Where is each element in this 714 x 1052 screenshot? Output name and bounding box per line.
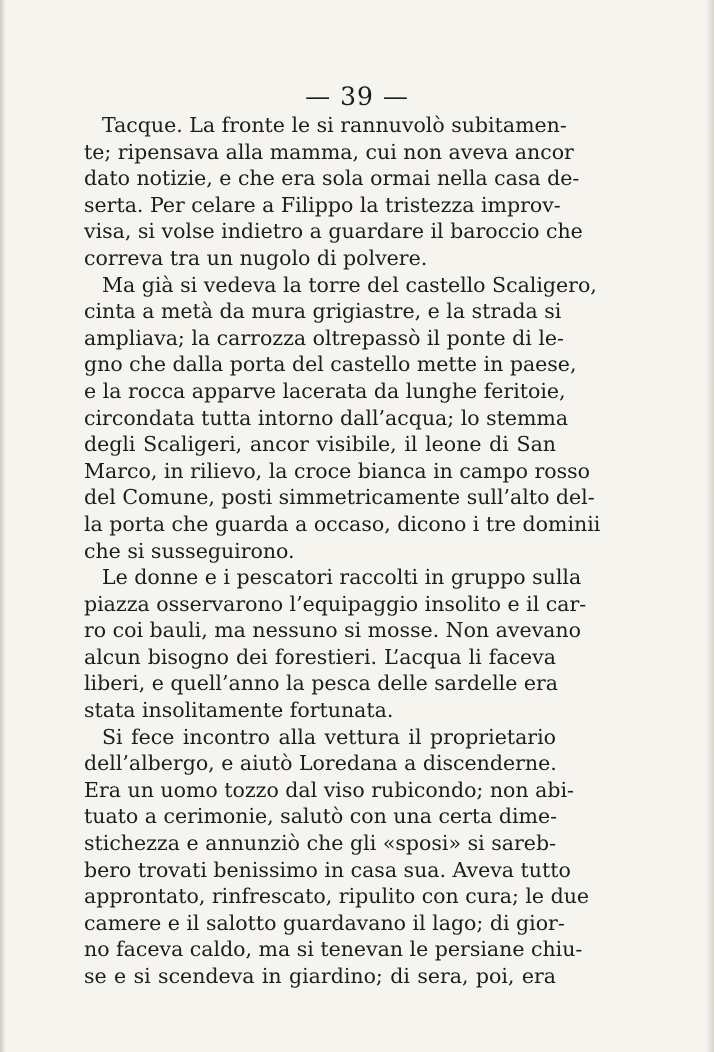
text-line: Ma già si vedeva la torre del castello Scaligero, bbox=[102, 272, 597, 297]
text-line: Le donne e i pescatori raccolti in gruppo sulla bbox=[102, 565, 582, 590]
text-line: approntato, rinfrescato, ripulito con cura; le due bbox=[84, 884, 590, 909]
body-text bbox=[84, 112, 601, 990]
text-line: bero trovati benissimo in casa sua. Aveva tutto bbox=[84, 857, 571, 882]
text-line: e la rocca apparve lacerata da lunghe feritoie, bbox=[84, 378, 566, 403]
text-line: alcun bisogno dei forestieri. L’acqua li faceva bbox=[84, 644, 556, 669]
text-line: serta. Per celare a Filippo la tristezza improv- bbox=[84, 192, 561, 217]
text-line: Era un uomo tozzo dal viso rubicondo; non abi- bbox=[84, 777, 574, 802]
text-line: ampliava; la carrozza oltrepassò il ponte di le- bbox=[84, 325, 564, 350]
text-line: gno che dalla porta del castello mette in paese, bbox=[84, 352, 577, 377]
text-line: liberi, e quell’anno la pesca delle sardelle era bbox=[84, 671, 558, 696]
text-line: cinta a metà da mura grigiastre, e la strada si bbox=[84, 299, 562, 324]
text-line: stichezza e annunziò che gli «sposi» si sareb- bbox=[84, 831, 556, 856]
text-line: camere e il salotto guardavano il lago; di gior- bbox=[84, 910, 565, 935]
text-line: degli Scaligeri, ancor visibile, il leone di San bbox=[84, 432, 556, 457]
text-line: no faceva caldo, ma si tenevan le persiane chiu- bbox=[84, 937, 583, 962]
text-line: del Comune, posti simmetricamente sull’alto del- bbox=[84, 485, 595, 510]
text-line: visa, si volse indietro a guardare il baroccio che bbox=[84, 219, 583, 244]
text-line: se e si scendeva in giardino; di sera, poi, era bbox=[84, 964, 556, 988]
text-line: correva tra un nugolo di polvere. bbox=[84, 245, 428, 270]
text-line: circondata tutta intorno dall’acqua; lo stemma bbox=[84, 405, 569, 430]
text-line: Si fece incontro alla vettura il proprietario bbox=[102, 724, 556, 749]
text-line: stata insolitamente fortunata. bbox=[84, 698, 394, 723]
text-line: piazza osservarono l’equipaggio insolito e il car- bbox=[84, 591, 587, 616]
text-line: Marco, in rilievo, la croce bianca in campo rosso bbox=[84, 458, 590, 483]
text-line: te; ripensava alla mamma, cui non aveva ancor bbox=[84, 139, 574, 164]
page-number: — 39 — bbox=[305, 82, 409, 111]
text-line: la porta che guarda a occaso, dicono i tre dominii bbox=[84, 511, 601, 536]
text-line: tuato a cerimonie, salutò con una certa dime- bbox=[84, 804, 558, 829]
text-line: ro coi bauli, ma nessuno si mosse. Non avevano bbox=[84, 618, 581, 643]
text-line: dell’albergo, e aiutò Loredana a discenderne. bbox=[84, 751, 557, 776]
text-line: dato notizie, e che era sola ormai nella casa de- bbox=[84, 166, 580, 191]
text-line: che si susseguirono. bbox=[84, 538, 295, 563]
page-left-edge bbox=[0, 0, 6, 1052]
page-right-edge bbox=[706, 0, 714, 1052]
text-line: Tacque. La fronte le si rannuvolò subitamen- bbox=[102, 113, 567, 137]
